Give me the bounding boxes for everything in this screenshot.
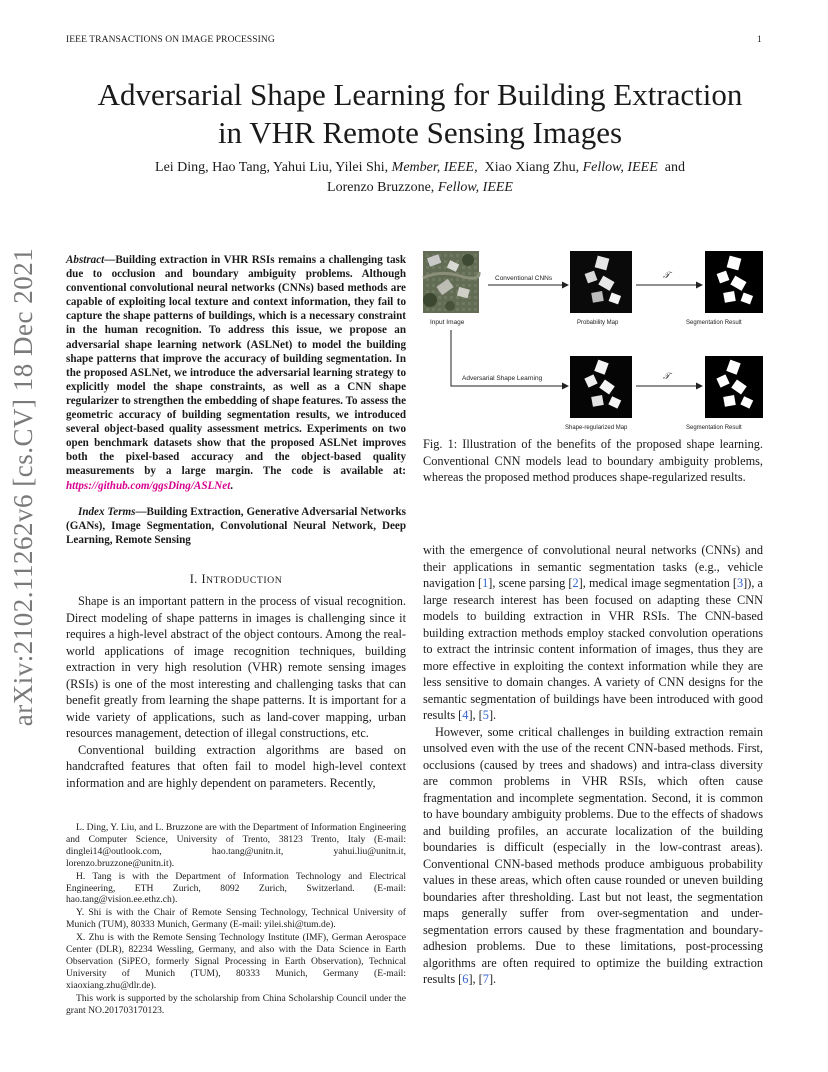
author-line-2	[60, 178, 780, 198]
authors-and: and	[664, 160, 685, 175]
index-terms-text: —Building Extraction, Generative Adversarial Networks (GANs), Image Segmentation, Convolutional Neural Network, Deep Learning, Remote Sensing	[66, 506, 406, 547]
authors-group-1: Lei Ding, Hao Tang, Yahui Liu, Yilei Shi,	[155, 160, 389, 175]
intro-text	[66, 593, 406, 791]
right-paragraph-2	[423, 724, 763, 988]
footnote-4: X. Zhu is with the Remote Sensing Technology Institute (IMF), German Aerospace Center (DLR), 82234 Wessling, Germany, and also with the Data Science in Earth Observation (SiPEO, formerly Signal Processing in Earth Observation), Technical University of Munich (TUM), 80333 Munich, Germany (E-mail: xiaoxiang.zhu@dlr.de).	[66, 932, 406, 991]
shape-regularized-map	[570, 356, 632, 418]
title-line-1: Adversarial Shape Learning for Building Extraction	[97, 77, 743, 112]
footnote-1: L. Ding, Y. Liu, and L. Bruzzone are with the Department of Information Engineering and Computer Science, University of Trento, 38123 Trento, Italy (E-mail: dinglei14@outlook.com, hao.tang@unitn.it, yahui.liu@unitn.it, lorenzo.bruzzone@unitn.it).	[66, 822, 406, 869]
segmentation-label-top: Segmentation Result	[686, 320, 742, 326]
authors-group-3: Lorenzo Bruzzone,	[327, 180, 435, 195]
index-terms-label: Index Terms	[78, 506, 136, 518]
code-link[interactable]: https://github.com/ggsDing/ASLNet	[66, 479, 231, 492]
probability-map-label: Probability Map	[577, 320, 619, 326]
probability-map	[570, 251, 632, 313]
right-column-text	[423, 542, 763, 988]
abstract	[66, 253, 406, 493]
citation-link[interactable]: 7	[482, 972, 489, 986]
intro-paragraph-1: Shape is an important pattern in the process of visual recognition. Direct modeling of shape patterns in images is challenging since it requires a high-level abstract of the object contours. Among the real-world applications of image recognition techniques, building extraction in very high resolution (VHR) remote sensing images (RSIs) is one of the most interesting and challenging tasks that can benefit greatly from learning the shape patterns. It is important for a wide variety of applications, such as land-cover mapping, urban resources management, detection of illegal constructions, etc.	[66, 594, 406, 740]
arxiv-stamp: arXiv:2102.11262v6 [cs.CV] 18 Dec 2021	[8, 247, 38, 727]
text-run: ], [	[468, 708, 483, 722]
segmentation-label-bottom: Segmentation Result	[686, 425, 742, 431]
author-line-1	[60, 158, 780, 178]
shape-regularized-label: Shape-regularized Map	[565, 425, 628, 431]
citation-link[interactable]: 5	[482, 708, 489, 722]
right-paragraph-1	[423, 542, 763, 724]
conventional-cnns-label: Conventional CNNs	[495, 275, 553, 282]
text-run: ], [	[468, 972, 483, 986]
figure-1	[420, 248, 765, 433]
running-header: IEEE TRANSACTIONS ON IMAGE PROCESSING	[66, 35, 275, 45]
membership-2: Fellow, IEEE	[582, 160, 658, 175]
abstract-label: Abstract	[66, 254, 105, 266]
footnote-2: H. Tang is with the Department of Information Technology and Electrical Engineering, ETH Zurich, 8092 Zurich, Switzerland. (E-mail: hao.tang@vision.ee.ethz.ch).	[66, 870, 406, 906]
authors-group-2: Xiao Xiang Zhu,	[484, 160, 580, 175]
footnote-5: This work is supported by the scholarship from China Scholarship Council under the grant NO.201703170123.	[66, 992, 406, 1016]
citation-link[interactable]: 6	[462, 972, 469, 986]
text-run: ].	[488, 972, 497, 986]
figure-caption: Fig. 1: Illustration of the benefits of the proposed shape learning. Conventional CNN models lead to boundary ambiguity problems, whereas the proposed method produces shape-regularized results.	[423, 437, 763, 484]
input-image-label: Input Image	[430, 319, 465, 326]
footnote-3: Y. Shi is with the Chair of Remote Sensing Technology, Technical University of Munich (TUM), 80333 Munich, Germany (E-mail: yilei.shi@tum.de).	[66, 907, 406, 931]
paper-title	[40, 76, 800, 152]
title-line-2: in VHR Remote Sensing Images	[217, 115, 623, 150]
text-run: ]), a large research interest has been focused on adapting these CNN models to building extraction in VHR RSIs. The CNN-based building extraction methods employ stacked convolution operations to extract the intrinsic content information of images, thus they are more effective in exploiting the context information while they are less sensitive to domain changes. A variety of CNN designs for the semantic segmentation of buildings have been introduced with good results [	[423, 576, 763, 722]
segmentation-result-top	[705, 251, 763, 313]
section-numeral: I.	[189, 572, 198, 586]
citation-link[interactable]: 4	[462, 708, 469, 722]
intro-paragraph-2: Conventional building extraction algorithms are based on handcrafted features that often fail to model high-level context information and are highly dependent on parameters. Recently,	[66, 742, 406, 790]
membership-3: Fellow, IEEE	[437, 180, 513, 195]
index-terms	[66, 505, 406, 547]
citation-link[interactable]: 3	[736, 576, 744, 590]
text-run: ], medical image segmentation [	[578, 576, 737, 590]
text-run: However, some critical challenges in building extraction remain unsolved even with the use of the recent CNN-based methods. First, occlusions (caused by trees and shadows) and intra-class diversity are common problems in VHR RSIs, which often cause fragmentation and incomplete segmentation. Second, it is common to have boundary ambiguity problems. Due to the effects of shadows and building profiles, an accurate localization of the building boundaries is difficult (especially in the low-contrast areas). Conventional CNN-based methods produce ambiguous probability values in these areas, which often cause rounded or uneven building boundaries after thresholding. Last but not least, the segmentation maps generally suffer from over-segmentation and under-segmentation errors caused by these fragmentation and boundary-adhesion problems. Due to these limitations, post-processing algorithms are often required to optimize the building extraction results [	[423, 724, 763, 986]
citation-link[interactable]: 1	[482, 576, 489, 590]
text-run: ], scene parsing [	[488, 576, 573, 590]
page-number: 1	[757, 35, 762, 45]
text-run: ].	[488, 708, 497, 722]
membership-1: Member, IEEE,	[391, 160, 478, 175]
t-operator-bottom: 𝒯	[663, 371, 670, 381]
section-title-first: I	[201, 572, 207, 586]
text-run: with the emergence of convolutional neural networks (CNNs) and their applications in semantic segmentation tasks (e.g., vehicle navigation [	[423, 543, 763, 590]
segmentation-result-bottom	[705, 356, 763, 418]
footnotes	[66, 822, 406, 1018]
input-image	[423, 251, 479, 313]
adversarial-shape-learning-label: Adversarial Shape Learning	[462, 375, 543, 382]
section-title-rest: NTRODUCTION	[206, 575, 283, 586]
section-heading	[66, 572, 406, 587]
citation-link[interactable]: 2	[572, 576, 579, 590]
abstract-text: —Building extraction in VHR RSIs remains a challenging task due to occlusion and boundary ambiguity problems. Although conventional convolutional neural networks (CNNs) based methods are capable of exploiting local texture and context information, they fail to capture the shape patterns of buildings, which is a necessary constraint in the human recognition. To address this issue, we propose an adversarial shape learning network (ASLNet) to model the building shape patterns that improve the accuracy of building segmentation. In the proposed ASLNet, we introduce the adversarial learning strategy to explicitly model the shape constraints, as well as a CNN shape regularizer to strengthen the embedding of shape features. To assess the geometric accuracy of building segmentation results, we introduced several object-based quality assessment metrics. Experiments on two open benchmark datasets show that the proposed ASLNet improves both the pixel-based accuracy and the object-based quality measurements by a large margin. The code is available at:	[66, 254, 406, 478]
author-list	[60, 158, 780, 198]
abstract-end: .	[230, 479, 234, 492]
t-operator-top: 𝒯	[663, 270, 670, 280]
